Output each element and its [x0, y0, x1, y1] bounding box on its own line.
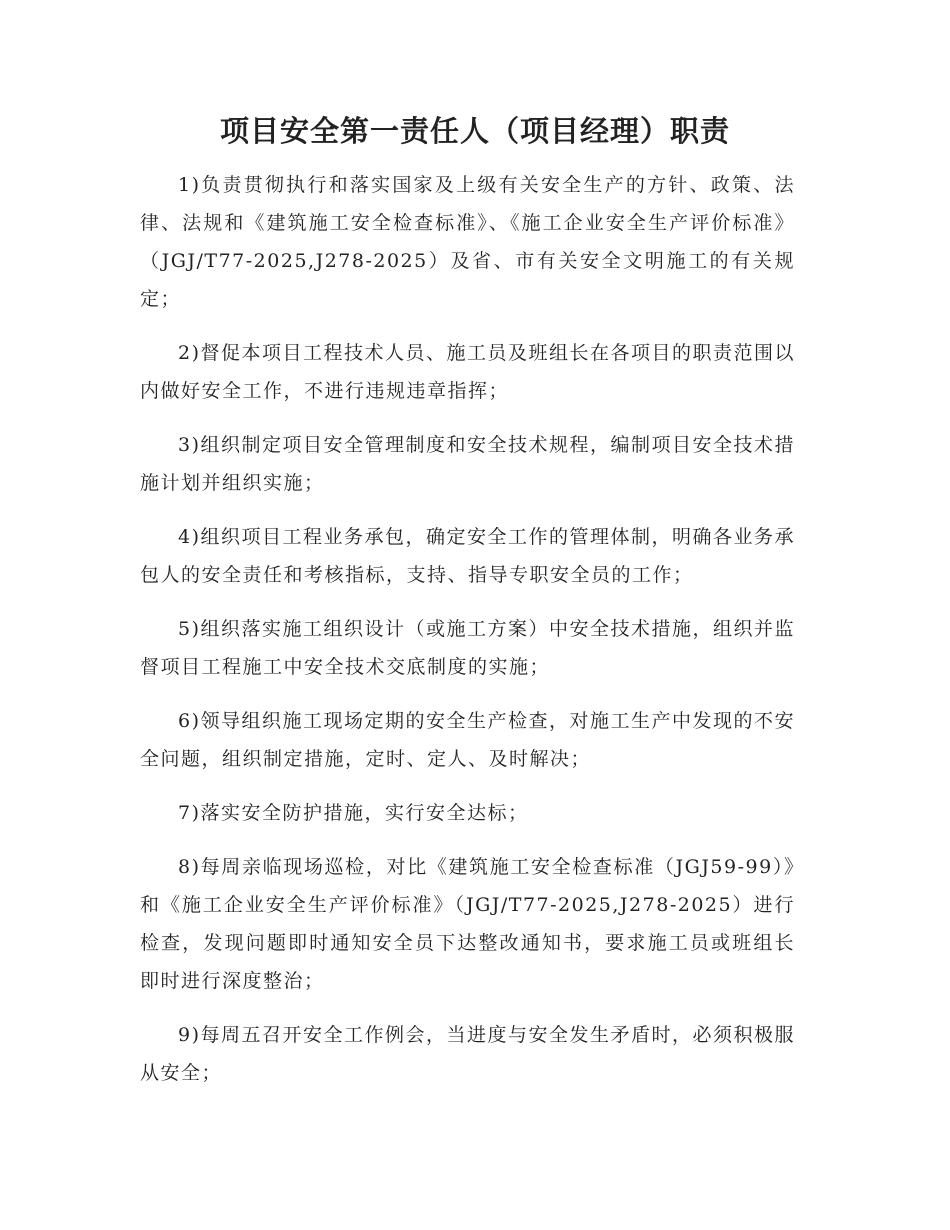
paragraph-1: 1)负责贯彻执行和落实国家及上级有关安全生产的方针、政策、法律、法规和《建筑施工安全检查标准》、《施工企业安全生产评价标准》（JGJ/T77-2025,J278-2025）及省、市有关安全文明施工的有关规定； — [140, 174, 795, 310]
document-body — [140, 166, 795, 1108]
paragraph-7: 7)落实安全防护措施，实行安全达标； — [178, 802, 529, 824]
document-title: 项目安全第一责任人（项目经理）职责 — [219, 114, 730, 148]
paragraph-3: 3)组织制定项目安全管理制度和安全技术规程，编制项目安全技术措施计划并组织实施； — [140, 434, 796, 494]
paragraph-6: 6)领导组织施工现场定期的安全生产检查，对施工生产中发现的不安全问题，组织制定措施，定时、定人、及时解决； — [140, 710, 796, 770]
paragraph-5: 5)组织落实施工组织设计（或施工方案）中安全技术措施，组织并监督项目工程施工中安全技术交底制度的实施； — [140, 618, 796, 678]
paragraph-9: 9)每周五召开安全工作例会，当进度与安全发生矛盾时，必须积极服从安全； — [140, 1024, 796, 1084]
paragraph-2: 2)督促本项目工程技术人员、施工员及班组长在各项目的职责范围以内做好安全工作，不进行违规违章指挥； — [140, 342, 796, 402]
paragraph-4: 4)组织项目工程业务承包，确定安全工作的管理体制，明确各业务承包人的安全责任和考核指标，支持、指导专职安全员的工作； — [140, 526, 796, 586]
paragraph-8: 8)每周亲临现场巡检，对比《建筑施工安全检查标准（JGJ59-99）》和《施工企业安全生产评价标准》（JGJ/T77-2025,J278-2025）进行检查，发现问题即时通知安全员下达整改通知书，要求施工员或班组长即时进行深度整治； — [140, 856, 795, 992]
